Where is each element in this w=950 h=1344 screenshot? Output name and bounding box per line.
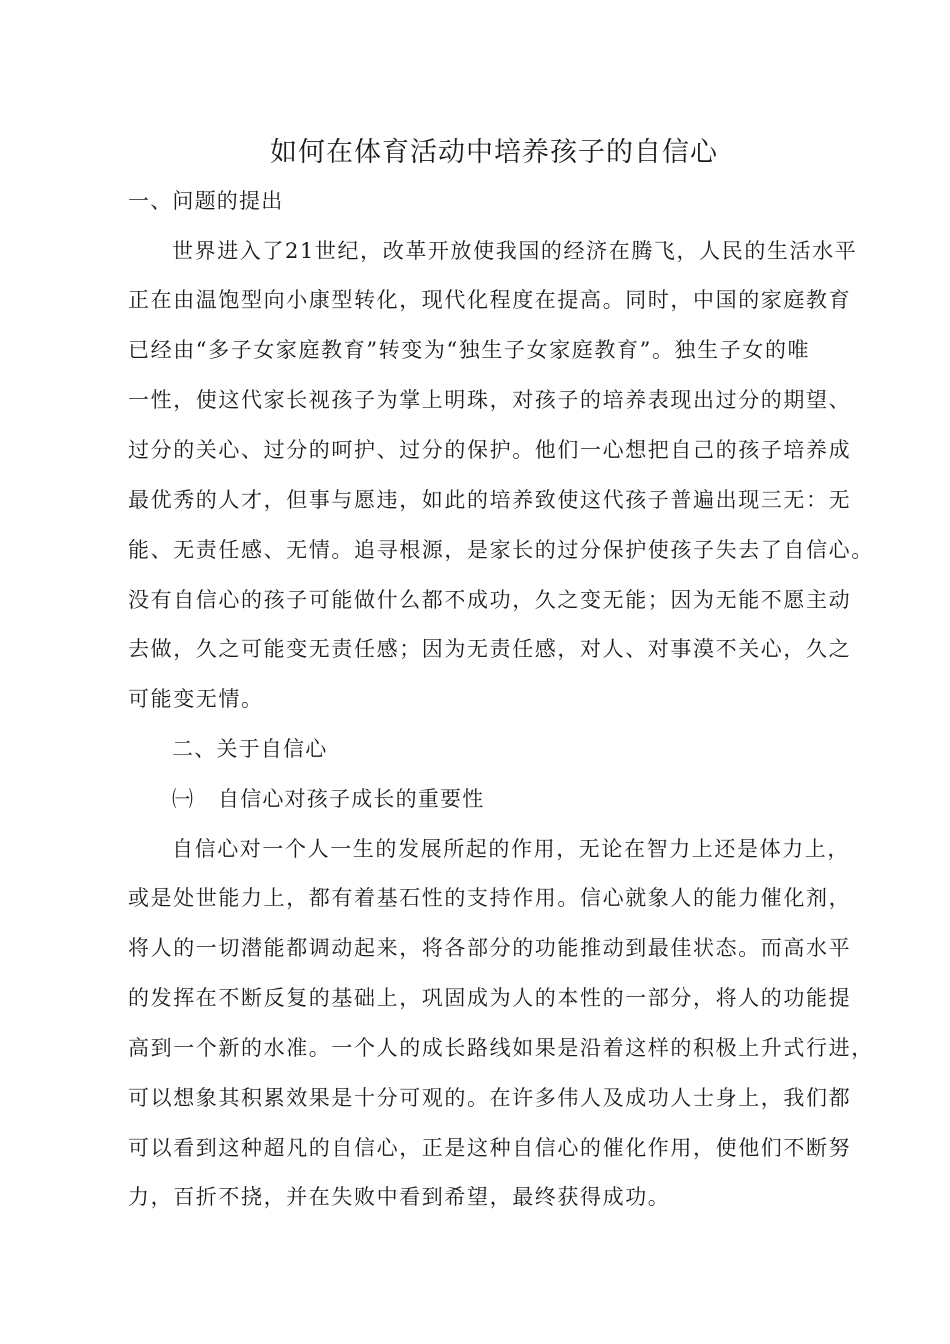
paragraph-line: 自信心对一个人一生的发展所起的作用，无论在智力上还是体力上， bbox=[172, 837, 850, 861]
paragraph-line: 最优秀的人才，但事与愿违，如此的培养致使这代孩子普遍出现三无：无 bbox=[128, 488, 852, 512]
paragraph-line: 将人的一切潜能都调动起来，将各部分的功能推动到最佳状态。而高水平 bbox=[128, 936, 852, 960]
paragraph-line: 已经由“多子女家庭教育”转变为“独生子女家庭教育”。独生子女的唯 bbox=[128, 338, 811, 362]
subsection-heading bbox=[172, 784, 932, 814]
paragraph-line: 可以想象其积累效果是十分可观的。在许多伟人及成功人士身上，我们都 bbox=[128, 1086, 852, 1110]
paragraph-line: 没有自信心的孩子可能做什么都不成功，久之变无能；因为无能不愿主动 bbox=[128, 588, 852, 612]
paragraph-line: 的发挥在不断反复的基础上，巩固成为人的本性的一部分，将人的功能提 bbox=[128, 986, 852, 1010]
paragraph-line: 或是处世能力上，都有着基石性的支持作用。信心就象人的能力催化剂， bbox=[128, 886, 852, 910]
paragraph-line: 过分的关心、过分的呵护、过分的保护。他们一心想把自己的孩子培养成 bbox=[128, 438, 852, 462]
subsection-title: 自信心对孩子成长的重要性 bbox=[218, 787, 485, 811]
paragraph-line: 能、无责任感、无情。追寻根源，是家长的过分保护使孩子失去了自信心。 bbox=[128, 538, 874, 562]
paragraph-line: 一性，使这代家长视孩子为掌上明珠，对孩子的培养表现出过分的期望、 bbox=[128, 388, 852, 412]
paragraph-line: 高到一个新的水准。一个人的成长路线如果是沿着这样的积极上升式行进， bbox=[128, 1036, 874, 1060]
document-title: 如何在体育活动中培养孩子的自信心 bbox=[270, 137, 718, 168]
subsection-marker: ㈠ bbox=[172, 787, 195, 811]
section-heading-2: 二、关于自信心 bbox=[172, 737, 328, 761]
paragraph-line: 去做，久之可能变无责任感；因为无责任感，对人、对事漠不关心，久之 bbox=[128, 637, 852, 661]
paragraph-line: 可能变无情。 bbox=[128, 687, 264, 711]
paragraph-line: 正在由温饱型向小康型转化，现代化程度在提高。同时，中国的家庭教育 bbox=[128, 288, 852, 312]
paragraph-line: 可以看到这种超凡的自信心，正是这种自信心的催化作用，使他们不断努 bbox=[128, 1136, 852, 1160]
section-heading-1: 一、问题的提出 bbox=[128, 189, 284, 213]
paragraph-line: 力，百折不挠，并在失败中看到希望，最终获得成功。 bbox=[128, 1185, 671, 1209]
paragraph-line: 世界进入了21世纪，改革开放使我国的经济在腾飞，人民的生活水平 bbox=[172, 239, 858, 263]
